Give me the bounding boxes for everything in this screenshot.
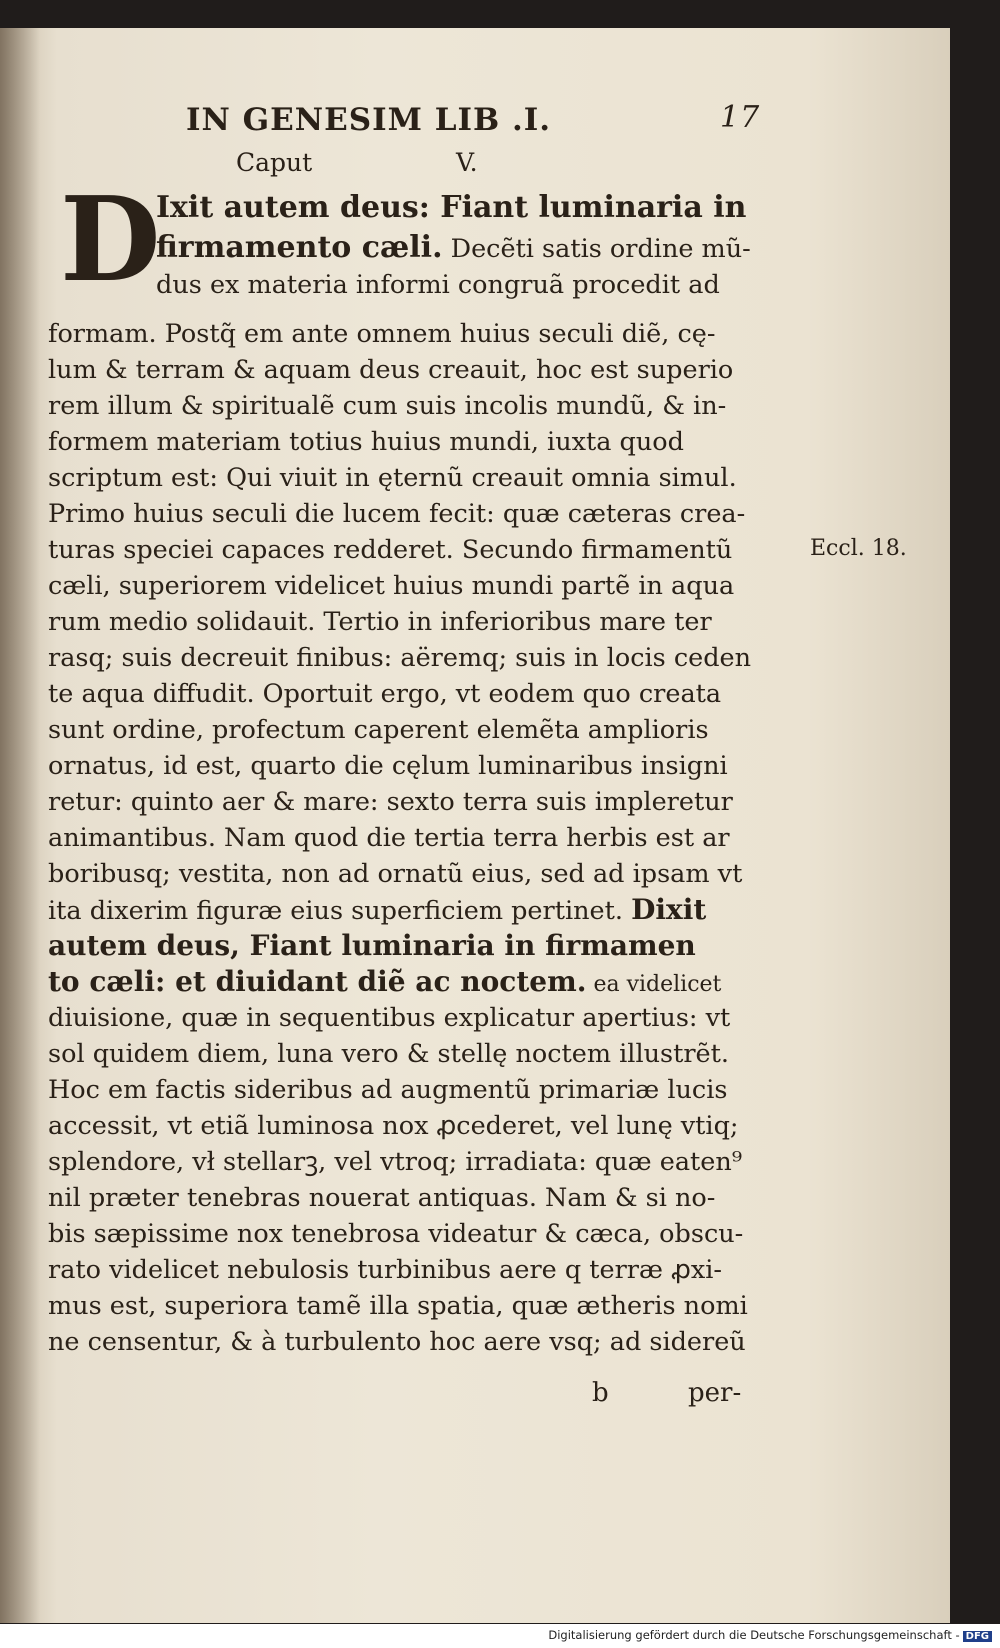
text-line-rest: ea videlicet	[586, 972, 722, 997]
text-body	[48, 316, 768, 1360]
dfg-logo-icon: DFG	[963, 1631, 992, 1642]
catchword: per-	[688, 1378, 742, 1408]
running-title: IN GENESIM LIB .I.	[186, 102, 552, 138]
text-line: retur: quinto aer & mare: sexto terra suis impleretur	[48, 787, 733, 817]
text-line: accessit, vt etiã luminosa nox ꝓcederet, vel lunę vtiq;	[48, 1111, 739, 1141]
digitization-footer	[0, 1624, 1000, 1648]
text-line: nil præter tenebras nouerat antiquas. Nam & si no-	[48, 1183, 716, 1213]
text-line: Hoc em factis sideribus ad augmentũ primariæ lucis	[48, 1075, 728, 1105]
text-line	[48, 964, 768, 1000]
text-line: splendore, vł stellarꝫ, vel vtroq; irradiata: quæ eaten⁹	[48, 1147, 743, 1177]
opening-line-2-bold: firmamento cæli.	[156, 230, 443, 265]
text-line: ne censentur, & à turbulento hoc aere vsq; ad sidereũ	[48, 1327, 746, 1357]
text-line: te aqua diffudit. Oportuit ergo, vt eodem quo creata	[48, 679, 722, 709]
text-line: formam. Postq̃ em ante omnem huius seculi diẽ, cę-	[48, 319, 716, 349]
text-line: animantibus. Nam quod die tertia terra herbis est ar	[48, 823, 730, 853]
text-line	[48, 892, 768, 928]
opening-line-1: Ixit autem deus: Fiant luminaria in	[156, 190, 747, 225]
opening-line-2-rest: Decẽti satis ordine mũ-	[442, 234, 751, 264]
text-line: turas speciei capaces redderet. Secundo firmamentũ	[48, 535, 733, 565]
text-line: sunt ordine, profectum caperent elemẽta amplioris	[48, 715, 709, 745]
signature-mark: b	[592, 1378, 609, 1408]
text-line: rato videlicet nebulosis turbinibus aere q terræ ꝓxi-	[48, 1255, 722, 1285]
chapter-word: Caput	[236, 148, 313, 177]
text-line: ornatus, id est, quarto die cęlum luminaribus insigni	[48, 751, 728, 781]
page-header	[48, 88, 768, 148]
page-content	[48, 88, 907, 1408]
text-line: rum medio solidauit. Tertio in inferioribus mare ter	[48, 607, 712, 637]
book-page	[0, 28, 950, 1623]
text-line: rasq; suis decreuit finibus: aëremq; suis in locis ceden	[48, 643, 752, 673]
chapter-number: V.	[456, 148, 478, 177]
opening-line-2	[156, 230, 751, 265]
text-line: lum & terram & aquam deus creauit, hoc est superio	[48, 355, 734, 385]
opening-block	[48, 172, 768, 316]
text-line: bis sæpissime nox tenebrosa videatur & cæca, obscu-	[48, 1219, 744, 1249]
folio-number: 17	[720, 100, 761, 135]
text-line: scriptum est: Qui viuit in ęternũ creauit omnia simul.	[48, 463, 737, 493]
text-line: sol quidem diem, luna vero & stellę noctem illustrẽt.	[48, 1039, 729, 1069]
text-line: cæli, superiorem videlicet huius mundi partẽ in aqua	[48, 571, 735, 601]
text-line: diuisione, quæ in sequentibus explicatur apertius: vt	[48, 1003, 731, 1033]
margin-note: Eccl. 18.	[810, 536, 907, 561]
text-line: Primo huius seculi die lucem fecit: quæ cæteras crea-	[48, 499, 746, 529]
drop-capital: D	[60, 172, 161, 308]
bold-text-start: Dixit	[631, 893, 707, 926]
bold-text-end: to cæli: et diuidant diẽ ac noctem.	[48, 965, 587, 998]
text-line: formem materiam totius huius mundi, iuxta quod	[48, 427, 684, 457]
text-line: mus est, superiora tamẽ illa spatia, quæ ætheris nomi	[48, 1291, 748, 1321]
text-line-start: ita dixerim figuræ eius superficiem pertinet.	[48, 896, 632, 926]
bold-text-line: autem deus, Fiant luminaria in firmamen	[48, 929, 696, 962]
funding-credit	[548, 1628, 992, 1642]
opening-line-3: dus ex materia informi congruã procedit ad	[156, 270, 720, 300]
text-line: rem illum & spiritualẽ cum suis incolis mundũ, & in-	[48, 391, 727, 421]
text-line: boribusq; vestita, non ad ornatũ eius, sed ad ipsam vt	[48, 859, 743, 889]
funding-credit-text: Digitalisierung gefördert durch die Deutsche Forschungsgemeinschaft -	[548, 1628, 960, 1642]
